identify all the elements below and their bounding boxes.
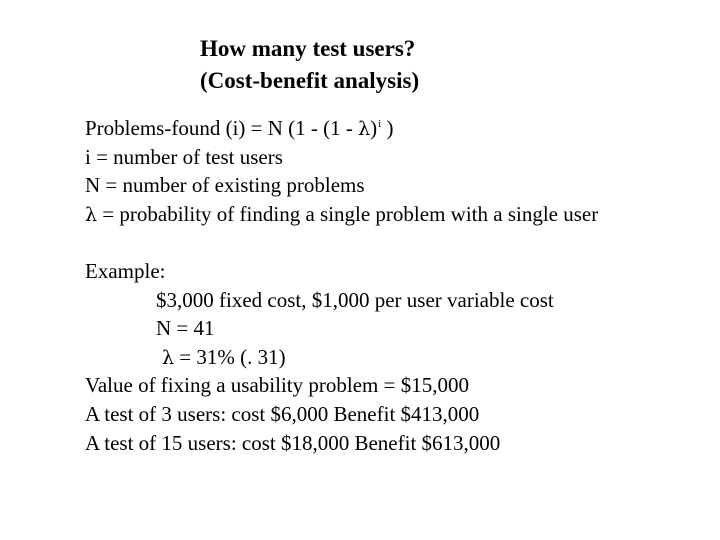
example-heading: Example: — [85, 258, 166, 283]
slide-title — [200, 33, 419, 97]
lambda-symbol: λ — [85, 203, 98, 226]
lambda-symbol: λ — [358, 118, 371, 140]
example-lambda-value — [85, 343, 598, 372]
example-lambda-text: = 31% (. 31) — [174, 344, 286, 369]
formula-exponent: i — [378, 118, 382, 130]
example-costs: $3,000 fixed cost, $1,000 per user variable cost — [156, 287, 554, 312]
formula-suffix: ) — [381, 116, 394, 140]
lambda-symbol: λ — [162, 346, 175, 369]
spacer — [85, 228, 598, 257]
title-line-2: (Cost-benefit analysis) — [200, 68, 420, 93]
definition-i: i = number of test users — [85, 144, 283, 169]
formula-prefix: Problems-found (i) = N (1 - (1 - — [85, 116, 359, 140]
definition-lambda — [85, 200, 598, 229]
formula-close-paren: ) — [370, 116, 378, 140]
slide-body — [85, 114, 598, 457]
example-value-fixing: Value of fixing a usability problem = $15,000 — [85, 373, 469, 398]
definition-n: N = number of existing problems — [85, 173, 365, 198]
example-n-value: N = 41 — [156, 316, 215, 341]
example-test-15-users: A test of 15 users: cost $18,000 Benefit $613,000 — [85, 430, 501, 455]
formula-line — [85, 114, 598, 143]
title-line-1: How many test users? — [200, 36, 416, 61]
definition-lambda-text: = probability of finding a single problem with a single user — [97, 201, 599, 226]
example-test-3-users: A test of 3 users: cost $6,000 Benefit $413,000 — [85, 401, 480, 426]
